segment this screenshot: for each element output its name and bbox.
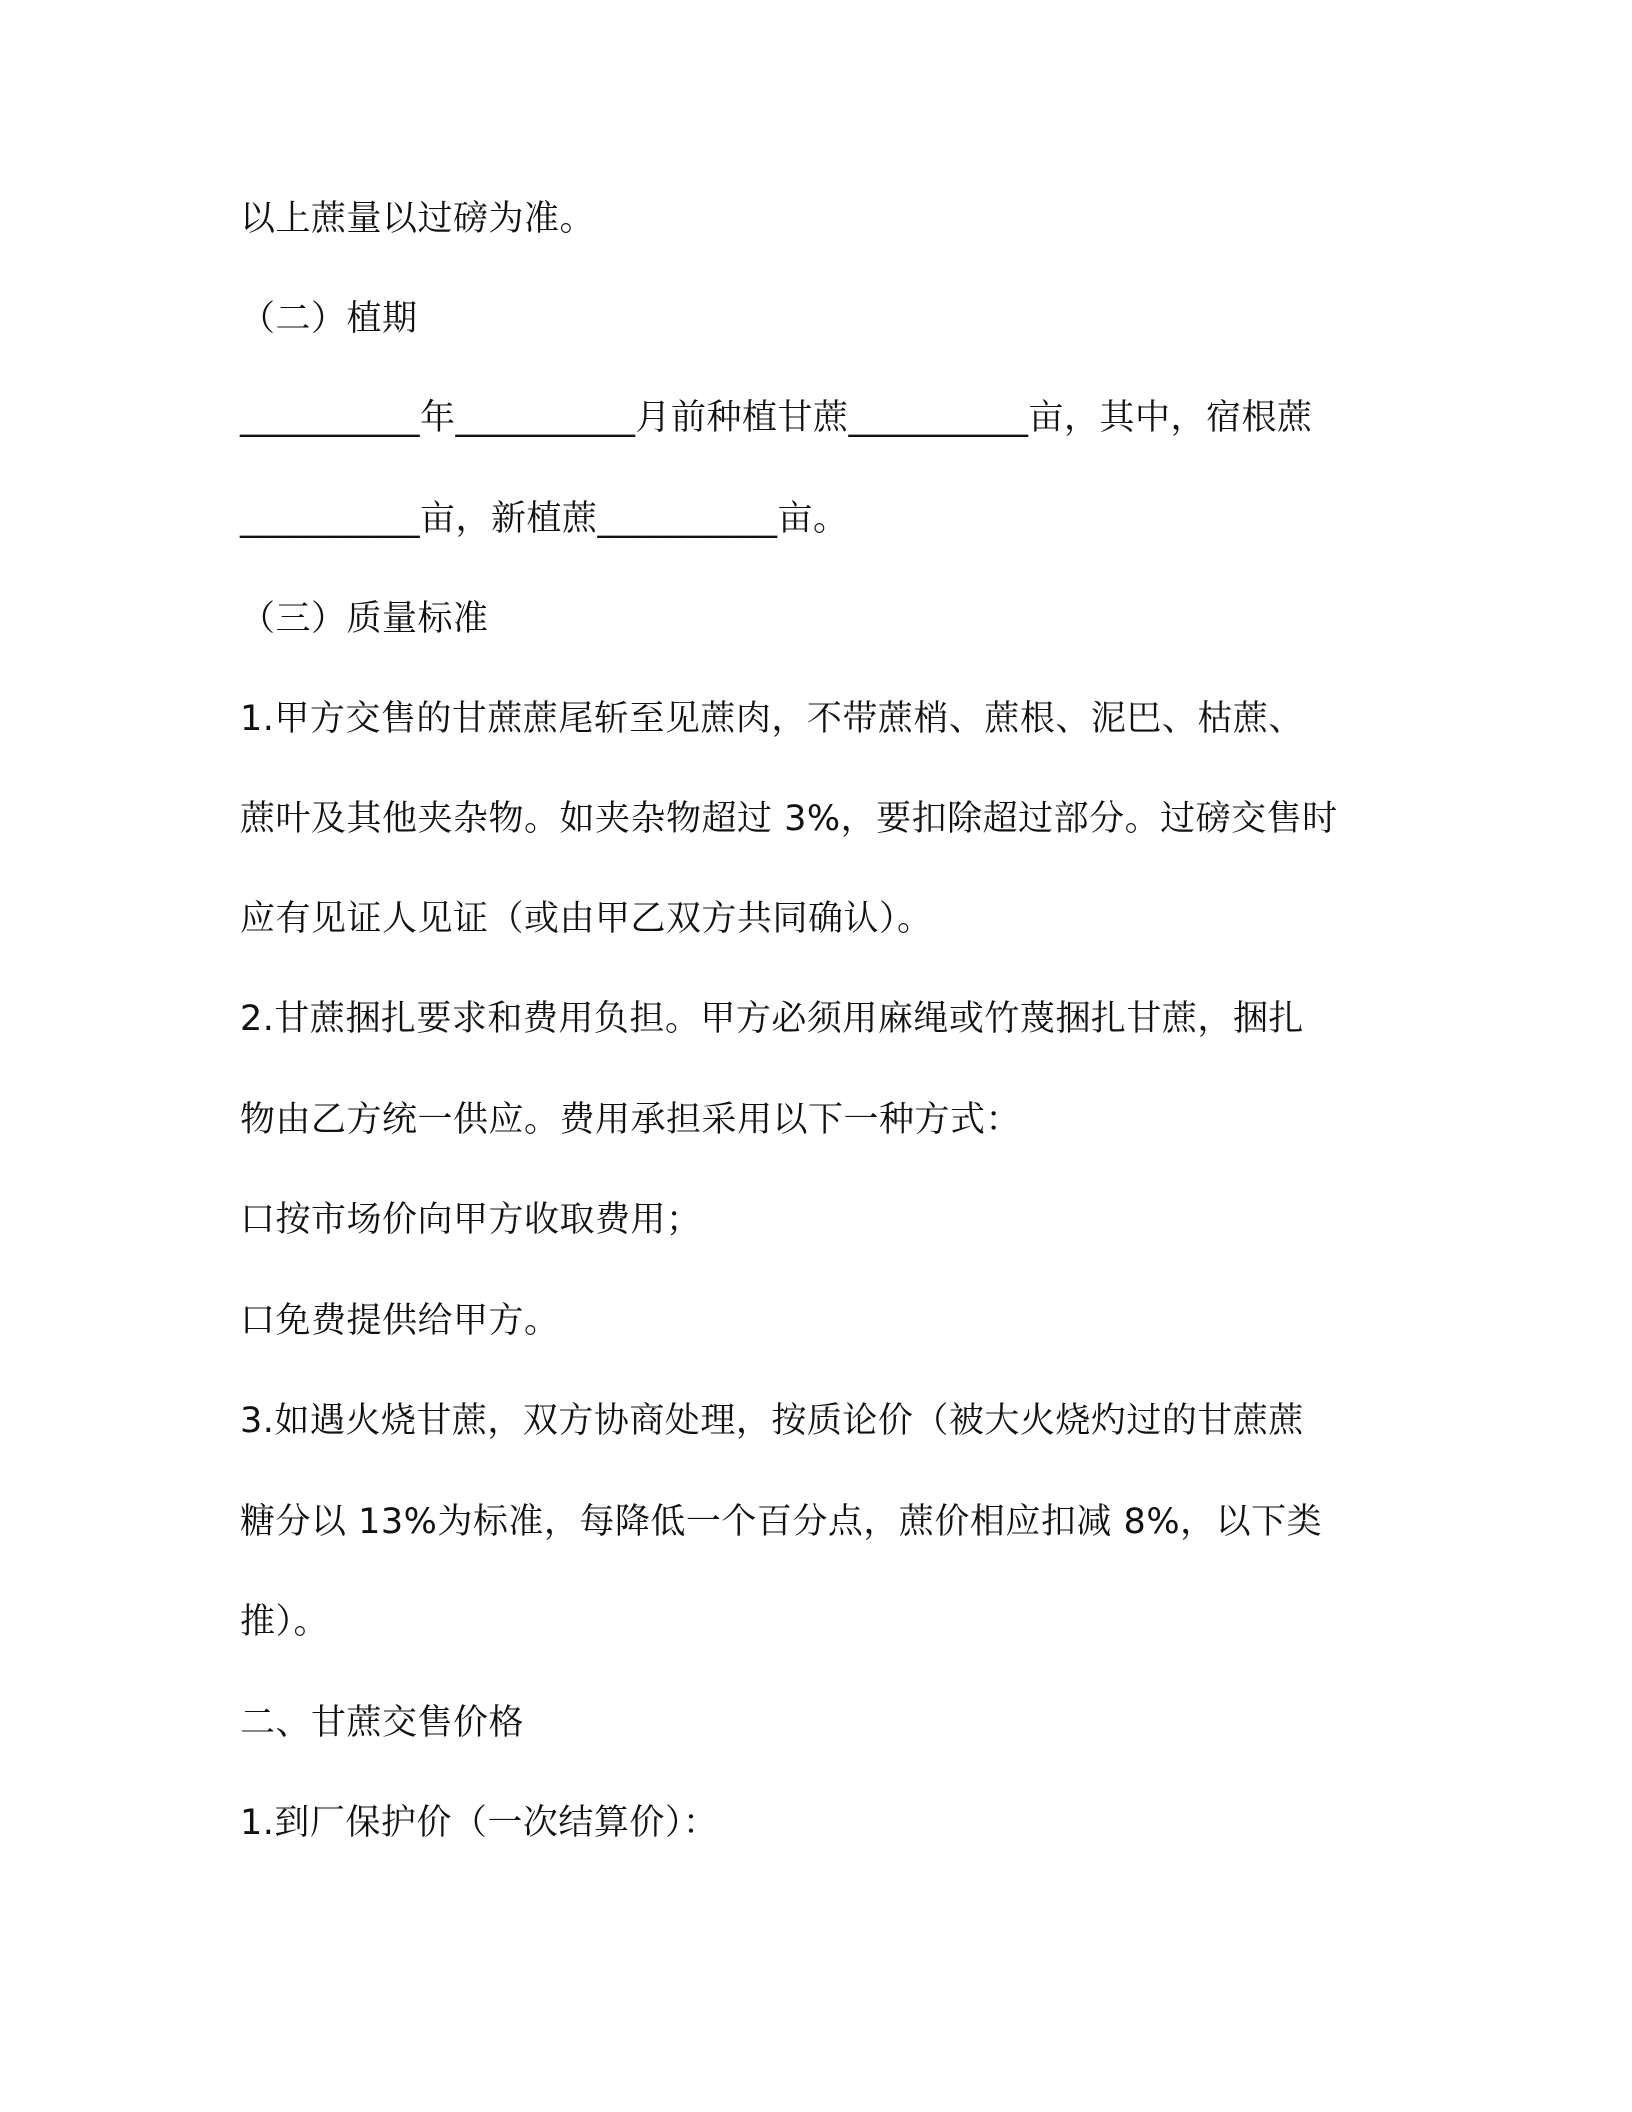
text-line: 物由乙方统一供应。费用承担采用以下一种方式： [240,1100,1022,1140]
section-heading-planting-period: （二）植期 [240,299,418,339]
text-line: __________年__________月前种植甘蔗__________亩，其中，宿根蔗 [240,398,1313,438]
section-heading-price: 二、甘蔗交售价格 [240,1703,525,1743]
option-line: 口按市场价向甲方收取费用； [240,1200,702,1240]
text-line: __________亩，新植蔗__________亩。 [240,499,849,539]
text-line: 应有见证人见证（或由甲乙双方共同确认）。 [240,899,933,939]
text-line: 2.甘蔗捆扎要求和费用负担。甲方必须用麻绳或竹蔑捆扎甘蔗，捆扎 [240,999,1304,1039]
text-line: 以上蔗量以过磅为准。 [240,199,596,239]
text-line: 1.甲方交售的甘蔗蔗尾斩至见蔗肉，不带蔗梢、蔗根、泥巴、枯蔗、 [240,699,1304,739]
section-heading-quality-standard: （三）质量标准 [240,599,489,639]
text-line: 1.到厂保护价（一次结算价）： [240,1803,719,1843]
text-line: 3.如遇火烧甘蔗，双方协商处理，按质论价（被大火烧灼过的甘蔗蔗 [240,1401,1304,1441]
text-line: 蔗叶及其他夹杂物。如夹杂物超过 3%，要扣除超过部分。过磅交售时 [240,799,1338,839]
text-line: 推）。 [240,1602,330,1642]
option-line: 口免费提供给甲方。 [240,1301,560,1341]
text-line: 糖分以 13%为标准，每降低一个百分点，蔗价相应扣减 8%，以下类 [240,1502,1323,1542]
